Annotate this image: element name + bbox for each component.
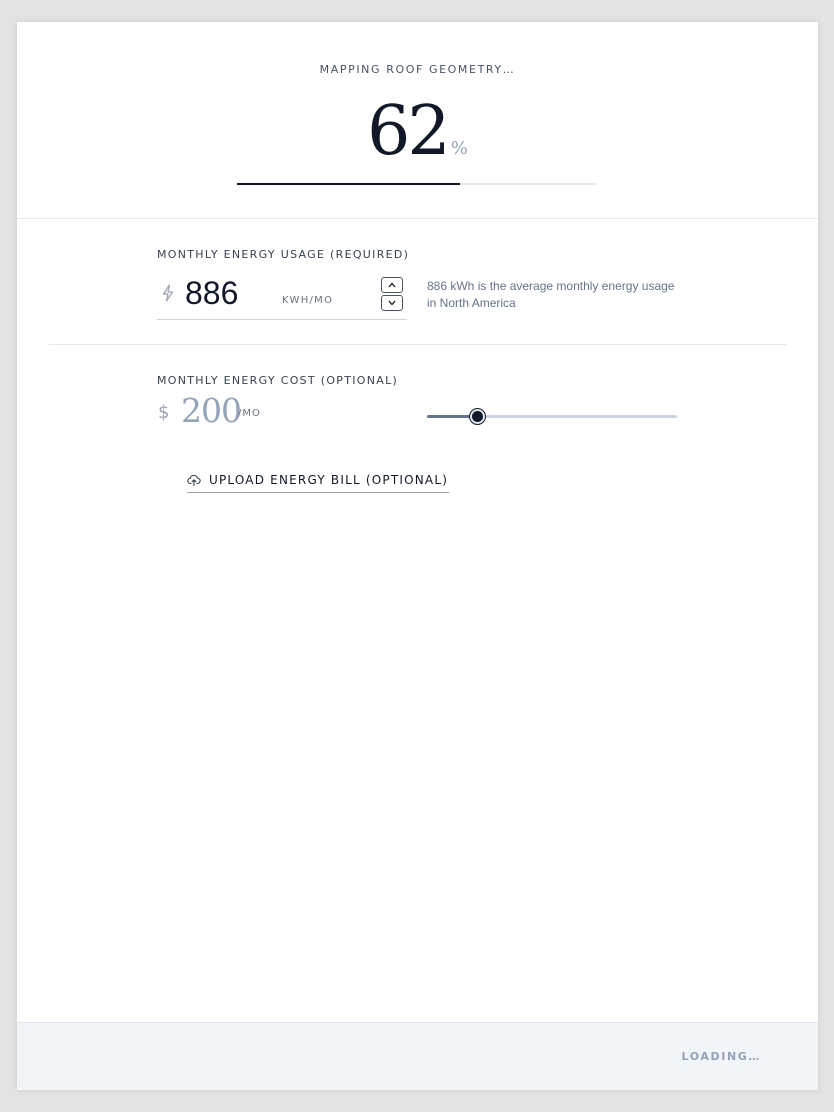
usage-input-field[interactable] [157, 272, 407, 320]
cost-field-label: MONTHLY ENERGY COST (OPTIONAL) [157, 374, 399, 387]
usage-hint-text: 886 kWh is the average monthly energy usage in North America [427, 279, 675, 310]
progress-status-label: MAPPING ROOF GEOMETRY… [319, 63, 516, 76]
cost-value[interactable]: 200 [181, 391, 241, 430]
chevron-up-icon [387, 281, 397, 289]
decrement-button[interactable] [381, 295, 403, 311]
upload-bill-button[interactable] [187, 468, 449, 493]
usage-value[interactable]: 886 [185, 275, 239, 311]
cost-slider[interactable] [427, 415, 677, 418]
loading-status: LOADING… [681, 1050, 761, 1063]
progress-percent-symbol: % [450, 138, 468, 159]
usage-field-label: MONTHLY ENERGY USAGE (REQUIRED) [157, 248, 410, 261]
progress-bar-fill [237, 183, 460, 185]
cost-slider-thumb[interactable] [470, 409, 485, 424]
bolt-icon [161, 284, 175, 302]
progress-number: 62 [367, 92, 448, 171]
usage-unit: KWH/MO [282, 295, 334, 306]
onboarding-card [17, 22, 818, 1090]
footer-bar [17, 1022, 818, 1090]
cost-unit: /MO [238, 408, 261, 419]
dollar-sign: $ [158, 402, 170, 423]
upload-bill-label: UPLOAD ENERGY BILL (OPTIONAL) [209, 473, 449, 487]
increment-button[interactable] [381, 277, 403, 293]
section-divider [49, 344, 786, 345]
progress-bar [237, 183, 597, 185]
progress-readout [17, 92, 818, 172]
upload-cloud-icon [187, 473, 201, 487]
usage-stepper [381, 277, 403, 313]
header-divider [17, 218, 818, 219]
chevron-down-icon [387, 299, 397, 307]
